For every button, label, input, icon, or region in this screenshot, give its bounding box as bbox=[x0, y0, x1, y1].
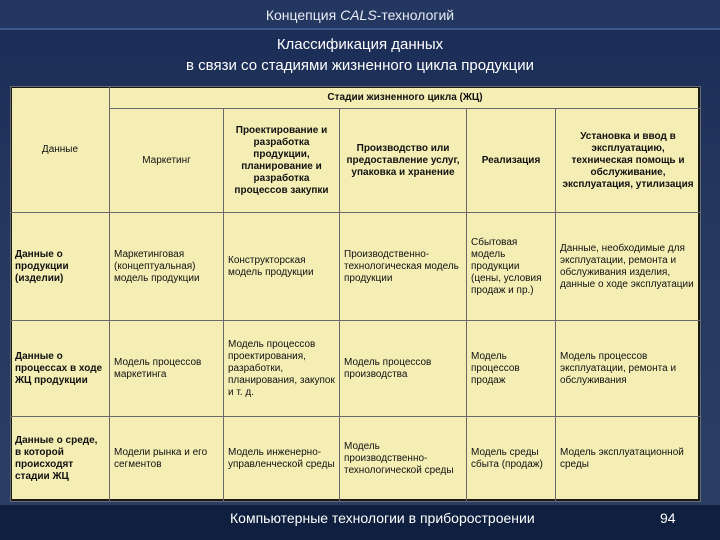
row-label: Данные о продукции (изделии) bbox=[11, 213, 110, 321]
table-cell: Модель эксплуатационной среды bbox=[556, 417, 701, 502]
slide-title bbox=[0, 34, 720, 76]
title-line-1: Классификация данных bbox=[276, 36, 444, 53]
column-header: Установка и ввод в эксплуатацию, техническая помощь и обслуживание, эксплуатация, утилизация bbox=[556, 109, 701, 213]
table-cell: Производственно-технологическая модель продукции bbox=[340, 213, 467, 321]
page-number: 94 bbox=[660, 510, 676, 526]
table-cell: Данные, необходимые для эксплуатации, ремонта и обслуживания изделия, данные о ходе эксплуатации bbox=[556, 213, 701, 321]
corner-label: Данные bbox=[11, 87, 110, 213]
table-row bbox=[11, 321, 701, 417]
column-header: Производство или предоставление услуг, упаковка и хранение bbox=[340, 109, 467, 213]
table-cell: Модели рынка и его сегментов bbox=[110, 417, 224, 502]
table-cell: Модель процессов проектирования, разработки, планирования, закупок и т. д. bbox=[224, 321, 340, 417]
header-prefix: Концепция bbox=[265, 7, 341, 23]
header-suffix: -технологий bbox=[376, 7, 455, 23]
table-cell: Конструкторская модель продукции bbox=[224, 213, 340, 321]
header-divider bbox=[0, 28, 720, 30]
column-header: Проектирование и разработка продукции, планирование и разработка процессов закупки bbox=[224, 109, 340, 213]
table-row bbox=[11, 417, 701, 502]
slide-header bbox=[0, 0, 720, 28]
table-cell: Модель процессов эксплуатации, ремонта и обслуживания bbox=[556, 321, 701, 417]
header-emph: CALS bbox=[340, 7, 377, 23]
footer-text: Компьютерные технологии в приборостроении bbox=[230, 510, 535, 526]
table-cell: Модель производственно-технологической среды bbox=[340, 417, 467, 502]
column-header: Маркетинг bbox=[110, 109, 224, 213]
row-label: Данные о среде, в которой происходят стадии ЖЦ bbox=[11, 417, 110, 502]
row-label: Данные о процессах в ходе ЖЦ продукции bbox=[11, 321, 110, 417]
stages-group-header: Стадии жизненного цикла (ЖЦ) bbox=[110, 87, 701, 109]
title-line-2: в связи со стадиями жизненного цикла продукции bbox=[186, 57, 534, 74]
classification-table bbox=[10, 86, 701, 502]
column-header: Реализация bbox=[467, 109, 556, 213]
table-row bbox=[11, 213, 701, 321]
table-cell: Сбытовая модель продукции (цены, условия продаж и пр.) bbox=[467, 213, 556, 321]
table-cell: Модель процессов производства bbox=[340, 321, 467, 417]
table-cell: Модель среды сбыта (продаж) bbox=[467, 417, 556, 502]
table-cell: Модель инженерно-управленческой среды bbox=[224, 417, 340, 502]
table-cell: Модель процессов продаж bbox=[467, 321, 556, 417]
table-cell: Маркетинговая (концептуальная) модель продукции bbox=[110, 213, 224, 321]
table-cell: Модель процессов маркетинга bbox=[110, 321, 224, 417]
